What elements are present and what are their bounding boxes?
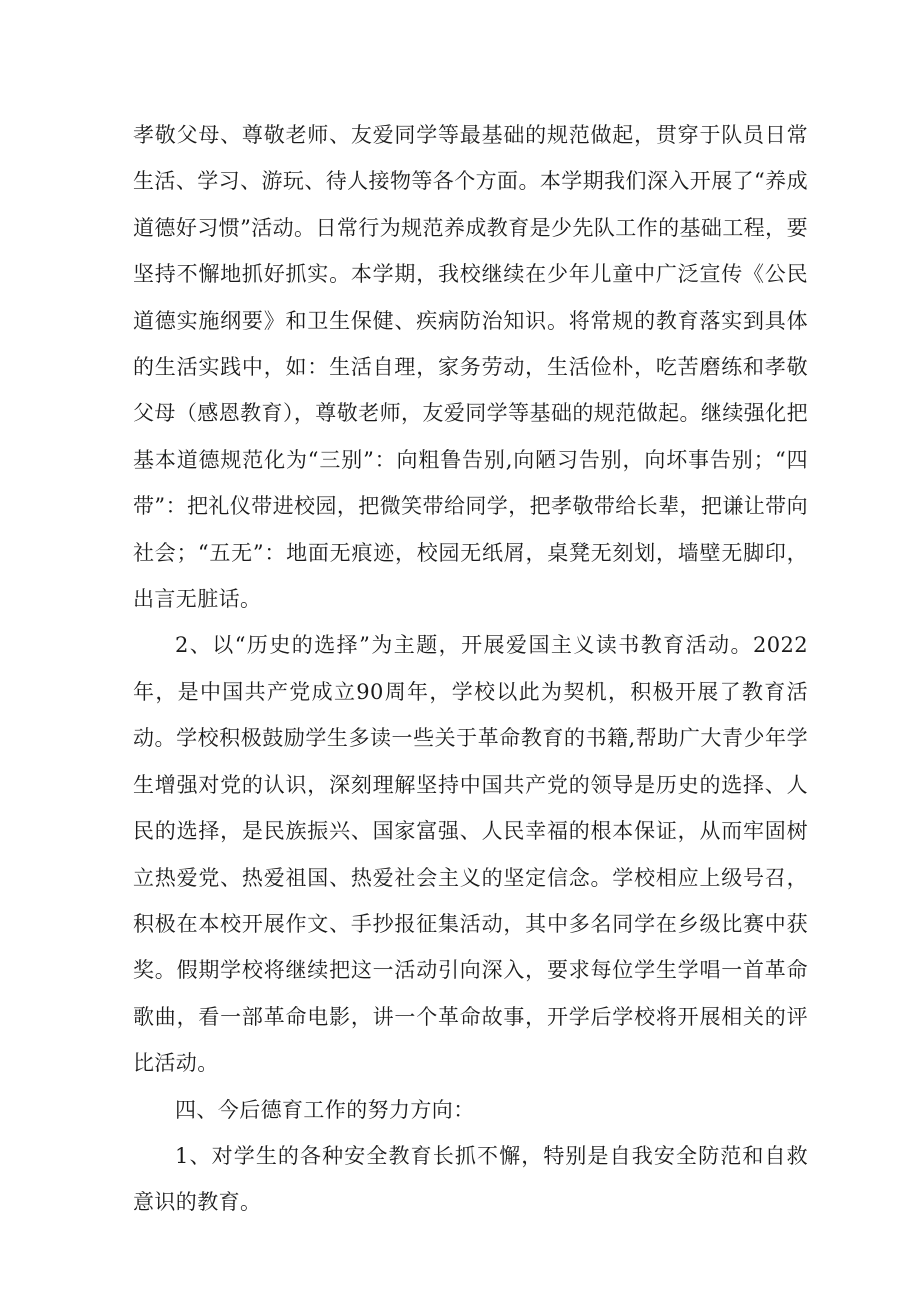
- section-heading-future-direction: 四、今后德育工作的努力方向：: [175, 1097, 475, 1122]
- paragraph-safety-education: 1、对学生的各种安全教育长抓不懈，特别是自我安全防范和自救意识的教育。: [133, 1143, 808, 1215]
- paragraph-moral-habits: 孝敬父母、尊敬老师、友爱同学等最基础的规范做起，贯穿于队员日常生活、学习、游玩、待人接物等各个方面。本学期我们深入开展了“养成道德好习惯”活动。日常行为规范养成教育是少先队工作的基础工程，要坚持不懈地抓好抓实。本学期，我校继续在少年儿童中广泛宣传《公民道德实施纲要》和卫生保健、疾病防治知识。将常规的教育落实到具体的生活实践中，如：生活自理，家务劳动，生活俭朴，吃苦磨练和孝敬父母（感恩教育），尊敬老师，友爱同学等基础的规范做起。继续强化把基本道德规范化为“三别”：向粗鲁告别,向陋习告别，向坏事告别；“四带”：把礼仪带进校园，把微笑带给同学，把孝敬带给长辈，把谦让带向社会；“五无”：地面无痕迹，校园无纸屑，桌凳无刻划，墙壁无脚印，出言无脏话。: [133, 123, 808, 612]
- document-body: [133, 112, 808, 1226]
- paragraph-patriotic-reading: 2、以“历史的选择”为主题，开展爱国主义读书教育活动。2022年，是中国共产党成立90周年，学校以此为契机，积极开展了教育活动。学校积极鼓励学生多读一些关于革命教育的书籍,帮助广大青少年学生增强对党的认识，深刻理解坚持中国共产党的领导是历史的选择、人民的选择，是民族振兴、国家富强、人民幸福的根本保证，从而牢固树立热爱党、热爱祖国、热爱社会主义的坚定信念。学校相应上级号召，积极在本校开展作文、手抄报征集活动，其中多名同学在乡级比赛中获奖。假期学校将继续把这一活动引向深入，要求每位学生学唱一首革命歌曲，看一部革命电影，讲一个革命故事，开学后学校将开展相关的评比活动。: [133, 633, 808, 1076]
